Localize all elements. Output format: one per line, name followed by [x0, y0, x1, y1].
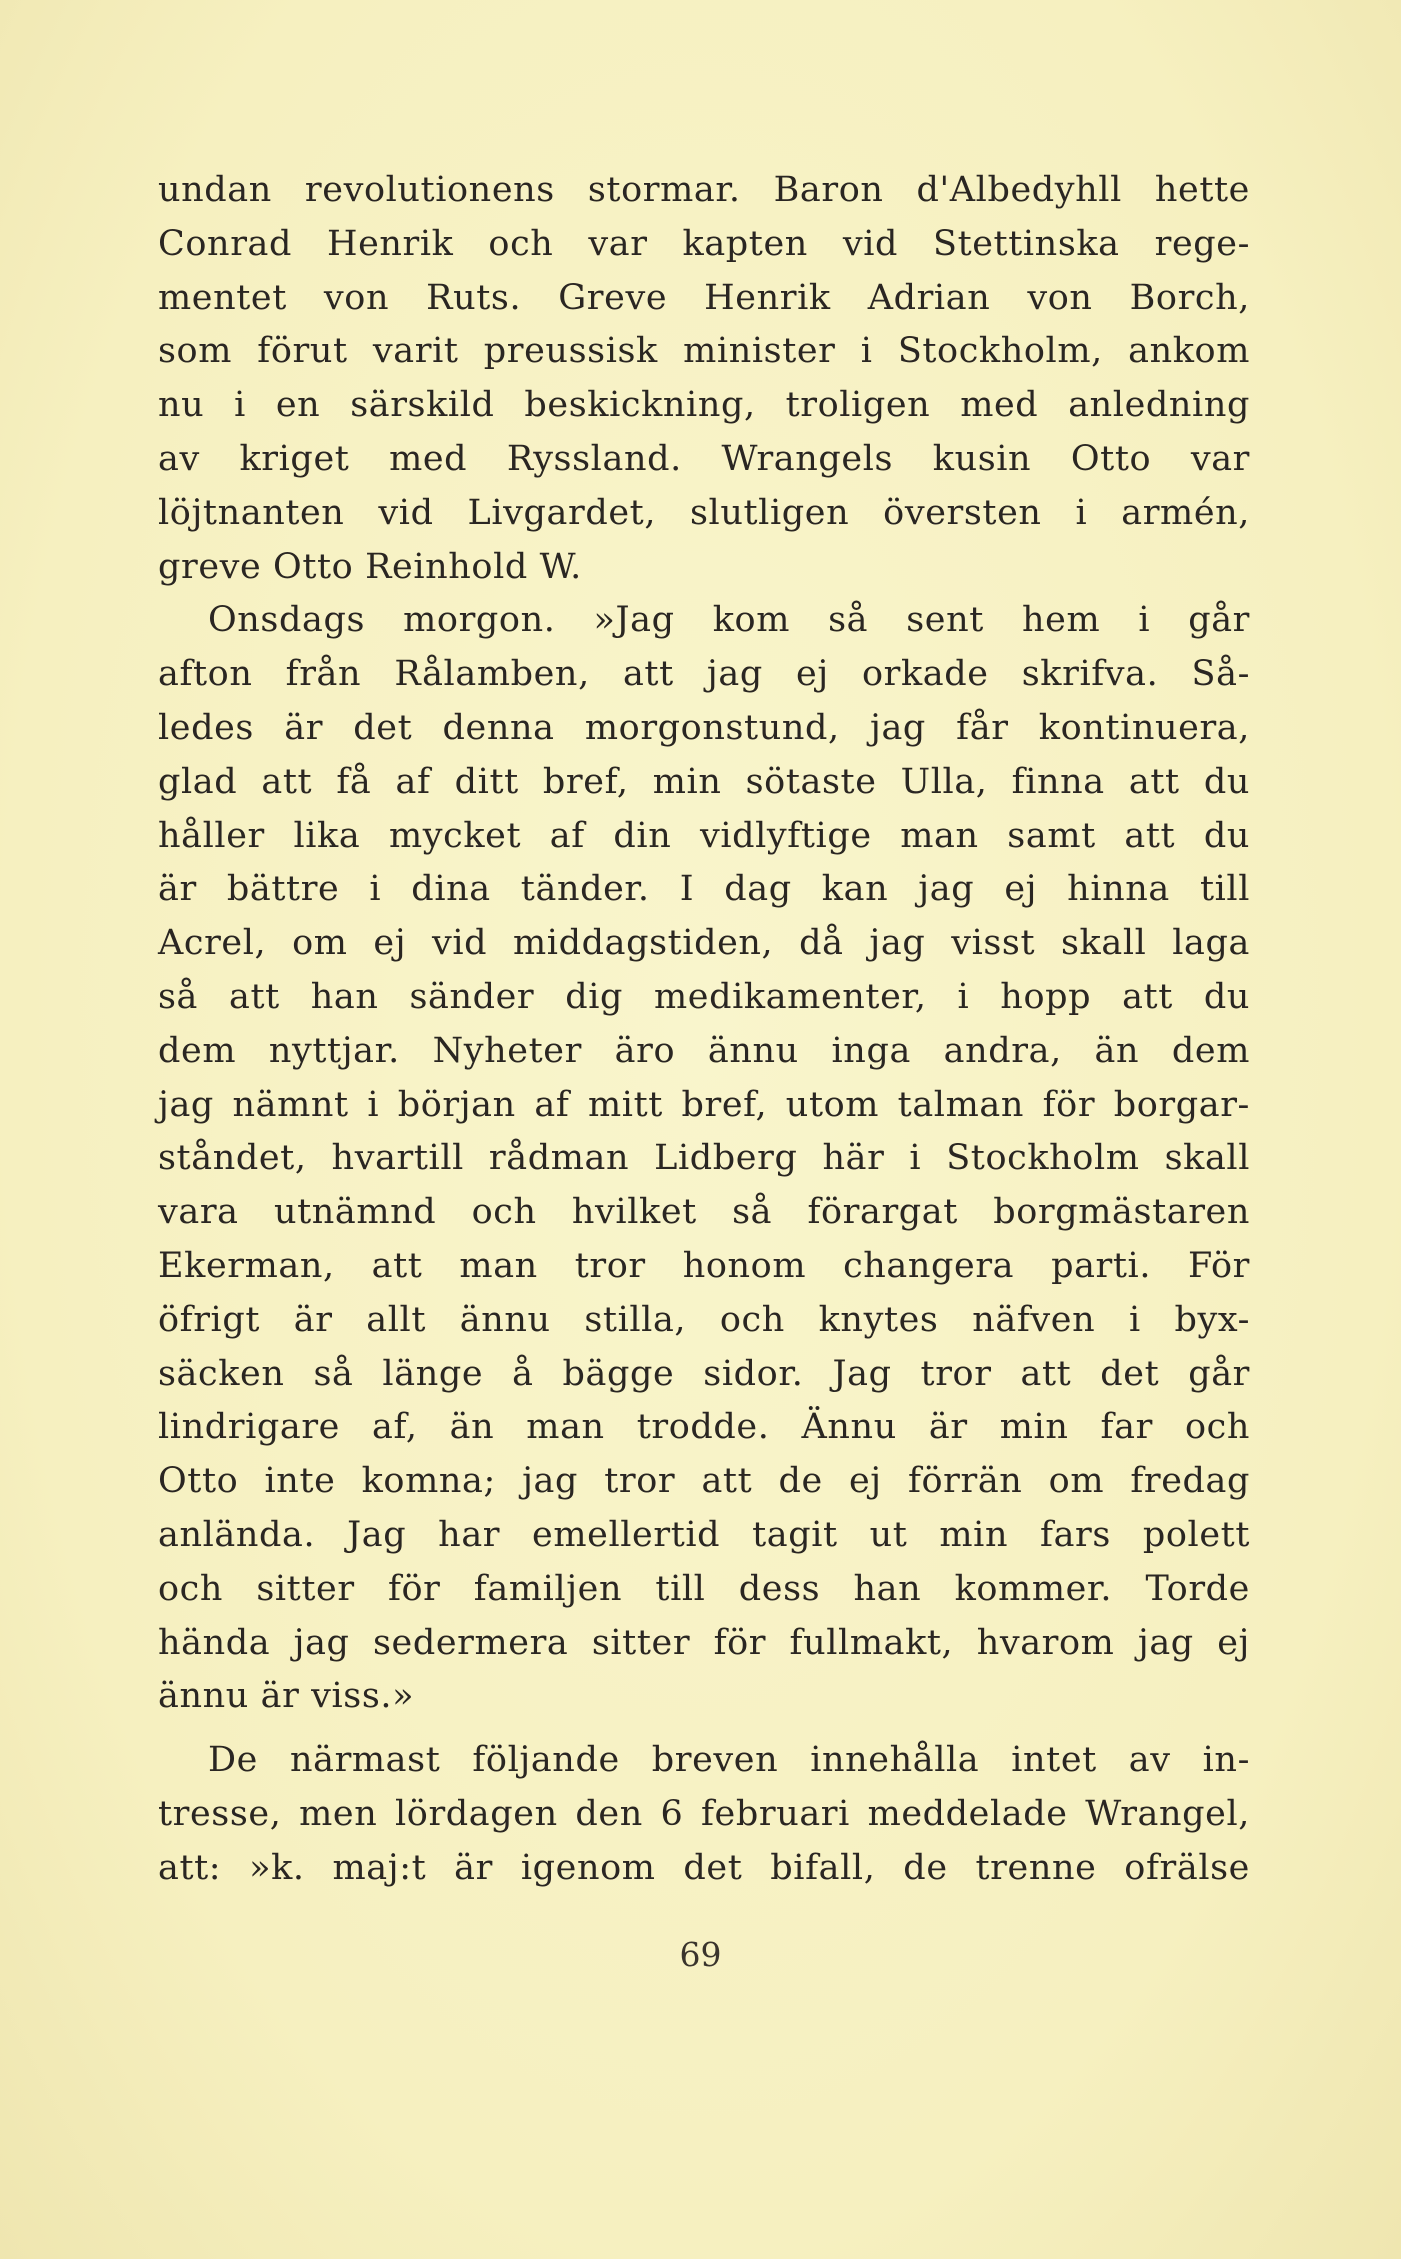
- text-line: Conrad Henrik och var kapten vid Stettinska rege-: [158, 223, 1250, 264]
- text-line: jag nämnt i början af mitt bref, utom talman för borgar-: [158, 1084, 1250, 1125]
- text-line: så att han sänder dig medikamenter, i hopp att du: [158, 976, 1250, 1017]
- text-line: lindrigare af, än man trodde. Ännu är min far och: [158, 1407, 1250, 1448]
- text-line: greve Otto Reinhold W.: [158, 546, 582, 587]
- text-line: vara utnämnd och hvilket så förargat borgmästaren: [158, 1192, 1250, 1233]
- text-line: är bättre i dina tänder. I dag kan jag ej hinna till: [158, 869, 1250, 910]
- text-line: ledes är det denna morgonstund, jag får kontinuera,: [158, 707, 1250, 748]
- text-line: ståndet, hvartill rådman Lidberg här i Stockholm skall: [158, 1138, 1250, 1179]
- text-line: nu i en särskild beskickning, troligen med anledning: [158, 385, 1250, 426]
- paragraph-gap: [158, 1724, 1250, 1734]
- text-line: anlända. Jag har emellertid tagit ut min fars polett: [158, 1514, 1250, 1555]
- text-line: Otto inte komna; jag tror att de ej förrän om fredag: [158, 1461, 1250, 1502]
- text-line: och sitter för familjen till dess han kommer. Torde: [158, 1568, 1250, 1609]
- text-line: hända jag sedermera sitter för fullmakt, hvarom jag ej: [158, 1622, 1250, 1663]
- text-line: undan revolutionens stormar. Baron d'Albedyhll hette: [158, 170, 1250, 210]
- text-line: Acrel, om ej vid middagstiden, då jag visst skall laga: [158, 923, 1250, 964]
- text-line: tresse, men lördagen den 6 februari meddelade Wrangel,: [158, 1793, 1250, 1834]
- text-line: att: »k. maj:t är igenom det bifall, de trenne ofrälse: [158, 1847, 1250, 1888]
- text-line: mentet von Ruts. Greve Henrik Adrian von Borch,: [158, 277, 1250, 318]
- text-line: håller lika mycket af din vidlyftige man samt att du: [158, 815, 1250, 856]
- page-number: 69: [679, 1935, 722, 1974]
- text-line: dem nyttjar. Nyheter äro ännu inga andra, än dem: [158, 1030, 1250, 1071]
- text-line: ännu är viss.»: [158, 1676, 415, 1717]
- text-line: som förut varit preussisk minister i Stockholm, ankom: [158, 331, 1250, 372]
- text-line: glad att få af ditt bref, min sötaste Ulla, finna att du: [158, 761, 1250, 802]
- body-text: [158, 164, 1250, 1896]
- text-line: afton från Rålamben, att jag ej orkade skrifva. Så-: [158, 654, 1250, 695]
- paragraph-start-line: De närmast följande breven innehålla intet av in-: [208, 1740, 1250, 1781]
- text-line: löjtnanten vid Livgardet, slutligen översten i armén,: [158, 492, 1250, 533]
- text-line: Ekerman, att man tror honom changera parti. För: [158, 1245, 1250, 1286]
- text-line: öfrigt är allt ännu stilla, och knytes näfven i byx-: [158, 1299, 1250, 1340]
- paragraph-start-line: Onsdags morgon. »Jag kom så sent hem i går: [208, 600, 1250, 641]
- text-line: av kriget med Ryssland. Wrangels kusin Otto var: [158, 438, 1250, 479]
- text-line: säcken så länge å bägge sidor. Jag tror att det går: [158, 1353, 1250, 1394]
